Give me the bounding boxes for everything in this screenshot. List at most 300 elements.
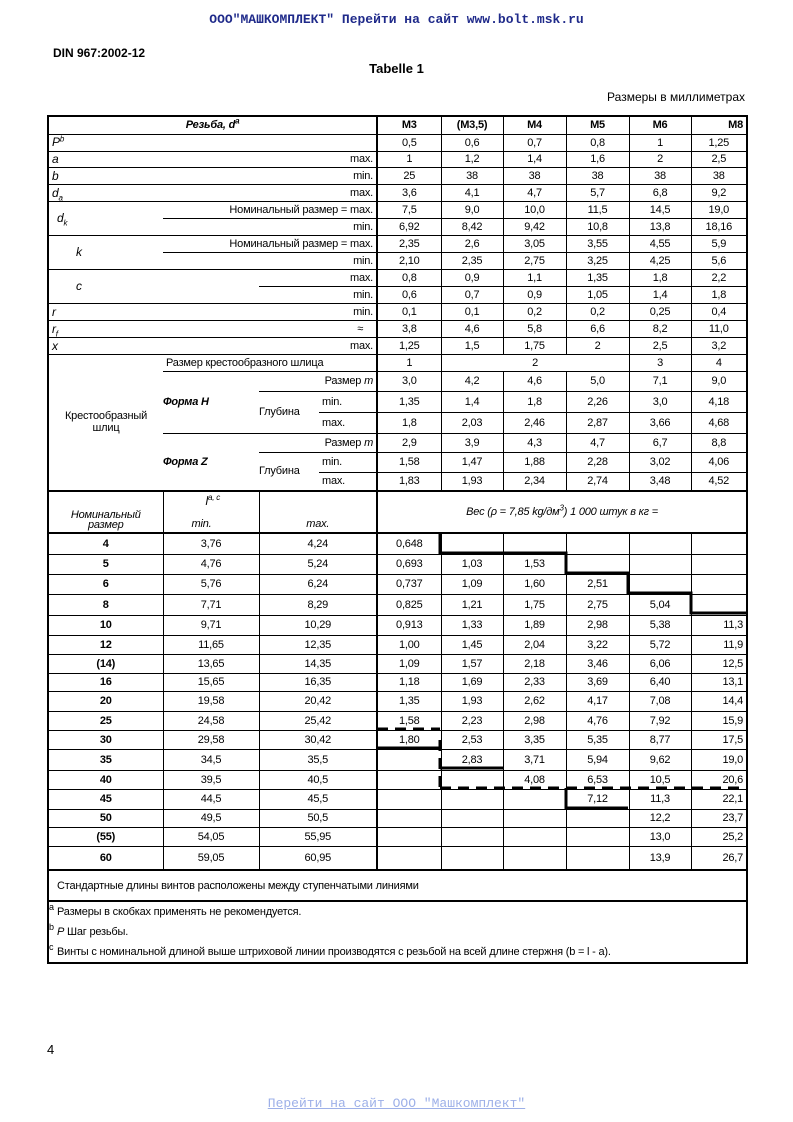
value-cell: 38 xyxy=(441,167,503,184)
length-max: 55,95 xyxy=(259,827,377,846)
weight-cell: 1,53 xyxy=(503,554,566,574)
weight-cell: 13,9 xyxy=(629,846,691,870)
weight-cell: 2,51 xyxy=(566,574,629,594)
value-cell: 4,6 xyxy=(503,371,566,391)
weight-cell: 1,35 xyxy=(377,691,441,711)
length-min: 13,65 xyxy=(163,654,259,673)
value-cell: 9,2 xyxy=(691,184,747,201)
row-label: $r_f$ ≈ xyxy=(48,320,377,337)
weight-cell: 1,09 xyxy=(377,654,441,673)
value-cell: 1,05 xyxy=(566,286,629,303)
row-recess-size xyxy=(48,354,747,371)
row-label: $P^b$ xyxy=(48,134,377,151)
length-min-header: $l^{a, c}$ min. xyxy=(163,491,259,533)
weight-cell: 2,98 xyxy=(503,711,566,730)
value-cell: 1,25 xyxy=(691,134,747,151)
weight-cell: 3,69 xyxy=(566,673,629,691)
value-cell: 2 xyxy=(566,337,629,354)
length-min: 44,5 xyxy=(163,789,259,809)
depth-label: Глубина xyxy=(259,391,319,433)
length-max: 5,24 xyxy=(259,554,377,574)
weight-row xyxy=(48,711,747,730)
weight-cell xyxy=(441,533,503,554)
value-cell: 4,06 xyxy=(691,452,747,472)
units-label: Размеры в миллиметрах xyxy=(607,90,745,104)
nominal-size-header: Номинальный размер xyxy=(48,491,163,533)
weight-cell: 2,62 xyxy=(503,691,566,711)
weight-cell: 22,1 xyxy=(691,789,747,809)
weight-cell xyxy=(503,789,566,809)
value-cell: 6,6 xyxy=(566,320,629,337)
weight-cell: 2,75 xyxy=(566,594,629,615)
length-max: 35,5 xyxy=(259,749,377,770)
length-max: 14,35 xyxy=(259,654,377,673)
value-cell: 1,4 xyxy=(629,286,691,303)
weight-cell: 12,2 xyxy=(629,809,691,827)
weight-cell: 7,92 xyxy=(629,711,691,730)
col-header: M4 xyxy=(503,116,566,134)
row-symbol: $d_k$ xyxy=(48,201,163,235)
length-max-header: max. xyxy=(259,491,377,533)
weight-cell: 0,913 xyxy=(377,615,441,635)
nominal-size: 10 xyxy=(48,615,163,635)
weight-cell: 4,76 xyxy=(566,711,629,730)
weight-cell: 15,9 xyxy=(691,711,747,730)
row-rf xyxy=(48,320,747,337)
weight-cell: 1,58 xyxy=(377,711,441,730)
nominal-size: 60 xyxy=(48,846,163,870)
row-label: $d_a$ max. xyxy=(48,184,377,201)
weight-row xyxy=(48,691,747,711)
weight-header: Вес (ρ = 7,85 $kg/дм^3$) 1 000 штук в кг = xyxy=(377,491,747,533)
weight-cell xyxy=(629,554,691,574)
value-cell: 10,0 xyxy=(503,201,566,218)
weight-row xyxy=(48,730,747,749)
value-cell: 2,26 xyxy=(566,391,629,412)
length-min: 24,58 xyxy=(163,711,259,730)
value-cell: 11,5 xyxy=(566,201,629,218)
nominal-size: 12 xyxy=(48,635,163,654)
form-h-label: Форма H xyxy=(163,371,259,433)
row-a xyxy=(48,151,747,167)
value-cell: 4,55 xyxy=(629,235,691,252)
length-max: 16,35 xyxy=(259,673,377,691)
length-min: 5,76 xyxy=(163,574,259,594)
value-cell: 0,9 xyxy=(441,269,503,286)
value-cell: 0,2 xyxy=(566,303,629,320)
weight-cell xyxy=(566,533,629,554)
value-cell: 6,8 xyxy=(629,184,691,201)
value-cell: 25 xyxy=(377,167,441,184)
length-max: 10,29 xyxy=(259,615,377,635)
note-row xyxy=(48,870,747,901)
value-cell: 3,25 xyxy=(566,252,629,269)
weight-cell: 8,77 xyxy=(629,730,691,749)
nominal-size: 45 xyxy=(48,789,163,809)
weight-cell: 5,72 xyxy=(629,635,691,654)
weight-cell: 23,7 xyxy=(691,809,747,827)
table-title: Tabelle 1 xyxy=(369,61,424,76)
weight-cell: 1,33 xyxy=(441,615,503,635)
weight-cell: 10,5 xyxy=(629,770,691,789)
min-label: min. xyxy=(319,452,377,472)
weight-cell: 6,53 xyxy=(566,770,629,789)
weight-cell xyxy=(691,574,747,594)
weight-row xyxy=(48,673,747,691)
value-cell: 2,28 xyxy=(566,452,629,472)
value-cell: 7,1 xyxy=(629,371,691,391)
value-cell: 1,8 xyxy=(691,286,747,303)
weight-cell xyxy=(441,809,503,827)
weight-cell: 1,21 xyxy=(441,594,503,615)
value-cell: 1,8 xyxy=(629,269,691,286)
weight-cell: 0,693 xyxy=(377,554,441,574)
weight-row xyxy=(48,770,747,789)
nominal-size: 6 xyxy=(48,574,163,594)
value-cell: 1,2 xyxy=(441,151,503,167)
col-header: M6 xyxy=(629,116,691,134)
nominal-size: (14) xyxy=(48,654,163,673)
value-cell: 9,0 xyxy=(691,371,747,391)
weight-cell: 1,93 xyxy=(441,691,503,711)
weight-cell: 5,04 xyxy=(629,594,691,615)
value-cell: 3,9 xyxy=(441,433,503,452)
note-text: Стандартные длины винтов расположены между ступенчатыми линиями xyxy=(48,870,747,901)
length-min: 54,05 xyxy=(163,827,259,846)
length-min: 11,65 xyxy=(163,635,259,654)
length-min: 3,76 xyxy=(163,533,259,554)
value-cell: 5,6 xyxy=(691,252,747,269)
recess-size-value: 3 xyxy=(629,354,691,371)
weight-cell: 9,62 xyxy=(629,749,691,770)
weight-cell: 7,12 xyxy=(566,789,629,809)
value-cell: 6,7 xyxy=(629,433,691,452)
value-cell: 1,25 xyxy=(377,337,441,354)
value-cell: 1,4 xyxy=(441,391,503,412)
length-min: 39,5 xyxy=(163,770,259,789)
value-cell: 1,83 xyxy=(377,472,441,491)
weight-cell: 6,06 xyxy=(629,654,691,673)
max-label: max. xyxy=(319,472,377,491)
nominal-size: 35 xyxy=(48,749,163,770)
value-cell: 6,92 xyxy=(377,218,441,235)
value-cell: 14,5 xyxy=(629,201,691,218)
weight-cell xyxy=(503,533,566,554)
weight-cell: 5,94 xyxy=(566,749,629,770)
value-cell: 0,8 xyxy=(566,134,629,151)
weights-header-row xyxy=(48,491,747,533)
weight-cell: 1,18 xyxy=(377,673,441,691)
weight-cell xyxy=(566,554,629,574)
row-qualifier: min. xyxy=(259,286,377,303)
value-cell: 4,6 xyxy=(441,320,503,337)
weight-cell: 6,40 xyxy=(629,673,691,691)
weight-cell: 2,04 xyxy=(503,635,566,654)
row-qualifier: Номинальный размер = max. xyxy=(163,201,377,218)
weight-row xyxy=(48,594,747,615)
value-cell: 38 xyxy=(691,167,747,184)
weight-cell: 0,648 xyxy=(377,533,441,554)
value-cell: 3,05 xyxy=(503,235,566,252)
length-min: 59,05 xyxy=(163,846,259,870)
length-min: 29,58 xyxy=(163,730,259,749)
value-cell: 3,6 xyxy=(377,184,441,201)
col-header: M3 xyxy=(377,116,441,134)
weight-cell xyxy=(377,827,441,846)
nominal-size: 50 xyxy=(48,809,163,827)
value-cell: 4,68 xyxy=(691,412,747,433)
col-header: M8 xyxy=(691,116,747,134)
weight-cell: 25,2 xyxy=(691,827,747,846)
weight-cell: 13,0 xyxy=(629,827,691,846)
value-cell: 4,7 xyxy=(566,433,629,452)
length-min: 9,71 xyxy=(163,615,259,635)
weight-cell: 4,08 xyxy=(503,770,566,789)
value-cell: 2,75 xyxy=(503,252,566,269)
footnote-a: a Размеры в скобках применять не рекомендуется. xyxy=(49,902,302,918)
weight-cell: 17,5 xyxy=(691,730,747,749)
weight-cell: 19,0 xyxy=(691,749,747,770)
value-cell: 8,2 xyxy=(629,320,691,337)
value-cell: 4,3 xyxy=(503,433,566,452)
row-da xyxy=(48,184,747,201)
value-cell: 2,03 xyxy=(441,412,503,433)
value-cell: 1 xyxy=(377,151,441,167)
weight-cell: 1,00 xyxy=(377,635,441,654)
row-dk-max xyxy=(48,201,747,218)
weight-cell: 1,80 xyxy=(377,730,441,749)
length-max: 40,5 xyxy=(259,770,377,789)
col-header: M5 xyxy=(566,116,629,134)
weight-cell xyxy=(441,827,503,846)
footnotes-row xyxy=(48,901,747,963)
value-cell: 1,88 xyxy=(503,452,566,472)
weight-cell xyxy=(377,789,441,809)
nominal-size: 30 xyxy=(48,730,163,749)
m-label: Размер m xyxy=(259,433,377,452)
length-min: 4,76 xyxy=(163,554,259,574)
value-cell: 4,18 xyxy=(691,391,747,412)
value-cell: 3,2 xyxy=(691,337,747,354)
footer-site-link[interactable]: Перейти на сайт ООО "Машкомплект" xyxy=(267,1096,526,1111)
weight-row xyxy=(48,789,747,809)
weight-cell: 11,9 xyxy=(691,635,747,654)
value-cell: 5,0 xyxy=(566,371,629,391)
thread-header: Резьба, $d^a$ xyxy=(48,116,377,134)
value-cell: 4,2 xyxy=(441,371,503,391)
value-cell: 0,7 xyxy=(441,286,503,303)
weight-cell: 2,83 xyxy=(441,749,503,770)
value-cell: 38 xyxy=(503,167,566,184)
length-max: 8,29 xyxy=(259,594,377,615)
weight-cell xyxy=(441,846,503,870)
weight-row xyxy=(48,533,747,554)
value-cell: 3,8 xyxy=(377,320,441,337)
length-max: 25,42 xyxy=(259,711,377,730)
site-banner-link[interactable]: ООО"МАШКОМПЛЕКТ" Перейти на сайт www.bolt.msk.ru xyxy=(209,12,584,27)
value-cell: 1,35 xyxy=(566,269,629,286)
nominal-size: 40 xyxy=(48,770,163,789)
min-label: min. xyxy=(319,391,377,412)
value-cell: 2 xyxy=(629,151,691,167)
weight-cell xyxy=(566,809,629,827)
value-cell: 3,55 xyxy=(566,235,629,252)
row-label: a max. xyxy=(48,151,377,167)
weight-cell xyxy=(691,554,747,574)
value-cell: 5,8 xyxy=(503,320,566,337)
weight-cell: 13,1 xyxy=(691,673,747,691)
weight-cell: 3,71 xyxy=(503,749,566,770)
value-cell: 2,5 xyxy=(691,151,747,167)
value-cell: 0,25 xyxy=(629,303,691,320)
value-cell: 1,75 xyxy=(503,337,566,354)
value-cell: 5,7 xyxy=(566,184,629,201)
value-cell: 0,6 xyxy=(377,286,441,303)
weight-cell: 14,4 xyxy=(691,691,747,711)
value-cell: 8,42 xyxy=(441,218,503,235)
row-x xyxy=(48,337,747,354)
value-cell: 0,9 xyxy=(503,286,566,303)
weight-row xyxy=(48,749,747,770)
value-cell: 1,6 xyxy=(566,151,629,167)
value-cell: 8,8 xyxy=(691,433,747,452)
row-qualifier: max. xyxy=(259,269,377,286)
weight-cell: 2,18 xyxy=(503,654,566,673)
nominal-size: 5 xyxy=(48,554,163,574)
value-cell: 1,4 xyxy=(503,151,566,167)
value-cell: 7,5 xyxy=(377,201,441,218)
weight-cell: 1,89 xyxy=(503,615,566,635)
nominal-size: 8 xyxy=(48,594,163,615)
row-label: x max. xyxy=(48,337,377,354)
value-cell: 3,66 xyxy=(629,412,691,433)
weight-cell: 0,737 xyxy=(377,574,441,594)
weight-cell xyxy=(629,533,691,554)
length-min: 19,58 xyxy=(163,691,259,711)
weight-cell: 11,3 xyxy=(691,615,747,635)
value-cell: 19,0 xyxy=(691,201,747,218)
length-max: 50,5 xyxy=(259,809,377,827)
weight-cell: 2,23 xyxy=(441,711,503,730)
weight-row xyxy=(48,615,747,635)
weight-cell: 2,33 xyxy=(503,673,566,691)
length-max: 4,24 xyxy=(259,533,377,554)
row-label: r min. xyxy=(48,303,377,320)
value-cell: 9,42 xyxy=(503,218,566,235)
weight-cell: 1,69 xyxy=(441,673,503,691)
weight-cell: 1,45 xyxy=(441,635,503,654)
weight-cell xyxy=(377,809,441,827)
value-cell: 13,8 xyxy=(629,218,691,235)
weight-cell xyxy=(503,846,566,870)
m-label: Размер m xyxy=(259,371,377,391)
weight-cell: 11,3 xyxy=(629,789,691,809)
dimensions-table xyxy=(47,115,748,964)
value-cell: 11,0 xyxy=(691,320,747,337)
value-cell: 9,0 xyxy=(441,201,503,218)
value-cell: 1,5 xyxy=(441,337,503,354)
footnote-c: c Винты с номинальной длиной выше штриховой линии производятся с резьбой на всей длине стержня (b = l - a). xyxy=(49,942,611,958)
weight-cell xyxy=(503,809,566,827)
recess-label: Крестообразный шлиц xyxy=(48,354,163,491)
recess-size-value: 1 xyxy=(377,354,441,371)
length-max: 45,5 xyxy=(259,789,377,809)
weight-cell xyxy=(566,827,629,846)
value-cell: 2,6 xyxy=(441,235,503,252)
weight-row xyxy=(48,827,747,846)
weight-cell: 3,22 xyxy=(566,635,629,654)
value-cell: 0,4 xyxy=(691,303,747,320)
value-cell: 0,6 xyxy=(441,134,503,151)
recess-size-label: Размер крестообразного шлица xyxy=(163,354,377,371)
row-qualifier: min. xyxy=(163,252,377,269)
weight-cell: 5,38 xyxy=(629,615,691,635)
value-cell: 1,1 xyxy=(503,269,566,286)
value-cell: 0,5 xyxy=(377,134,441,151)
value-cell: 2,2 xyxy=(691,269,747,286)
col-header: (M3,5) xyxy=(441,116,503,134)
weight-cell xyxy=(441,770,503,789)
weight-cell xyxy=(691,594,747,615)
value-cell: 10,8 xyxy=(566,218,629,235)
value-cell: 2,87 xyxy=(566,412,629,433)
recess-size-value: 4 xyxy=(691,354,747,371)
row-r xyxy=(48,303,747,320)
row-c-max xyxy=(48,269,747,286)
row-qualifier: min. xyxy=(163,218,377,235)
weight-cell: 20,6 xyxy=(691,770,747,789)
value-cell: 1,8 xyxy=(503,391,566,412)
value-cell: 2,5 xyxy=(629,337,691,354)
footnotes xyxy=(48,901,747,963)
header-row xyxy=(48,116,747,134)
value-cell: 3,0 xyxy=(629,391,691,412)
value-cell: 3,48 xyxy=(629,472,691,491)
weight-cell: 1,75 xyxy=(503,594,566,615)
row-qualifier: Номинальный размер = max. xyxy=(163,235,377,252)
value-cell: 2,9 xyxy=(377,433,441,452)
weight-cell xyxy=(377,749,441,770)
weight-cell xyxy=(503,827,566,846)
value-cell: 0,2 xyxy=(503,303,566,320)
weight-cell xyxy=(377,846,441,870)
value-cell: 18,16 xyxy=(691,218,747,235)
value-cell: 1,58 xyxy=(377,452,441,472)
weight-row xyxy=(48,846,747,870)
weight-cell: 2,98 xyxy=(566,615,629,635)
max-label: max. xyxy=(319,412,377,433)
length-max: 30,42 xyxy=(259,730,377,749)
value-cell: 4,25 xyxy=(629,252,691,269)
page-number: 4 xyxy=(47,1042,55,1057)
value-cell: 2,35 xyxy=(441,252,503,269)
value-cell: 1,93 xyxy=(441,472,503,491)
weight-cell: 1,57 xyxy=(441,654,503,673)
value-cell: 3,0 xyxy=(377,371,441,391)
weight-cell: 4,17 xyxy=(566,691,629,711)
value-cell: 2,34 xyxy=(503,472,566,491)
form-z-label: Форма Z xyxy=(163,433,259,491)
value-cell: 2,74 xyxy=(566,472,629,491)
value-cell: 0,1 xyxy=(441,303,503,320)
nominal-size: 16 xyxy=(48,673,163,691)
row-b xyxy=(48,167,747,184)
length-min: 7,71 xyxy=(163,594,259,615)
nominal-size: 4 xyxy=(48,533,163,554)
nominal-size: (55) xyxy=(48,827,163,846)
footnote-b: b P Шаг резьбы. xyxy=(49,922,129,938)
value-cell: 0,7 xyxy=(503,134,566,151)
